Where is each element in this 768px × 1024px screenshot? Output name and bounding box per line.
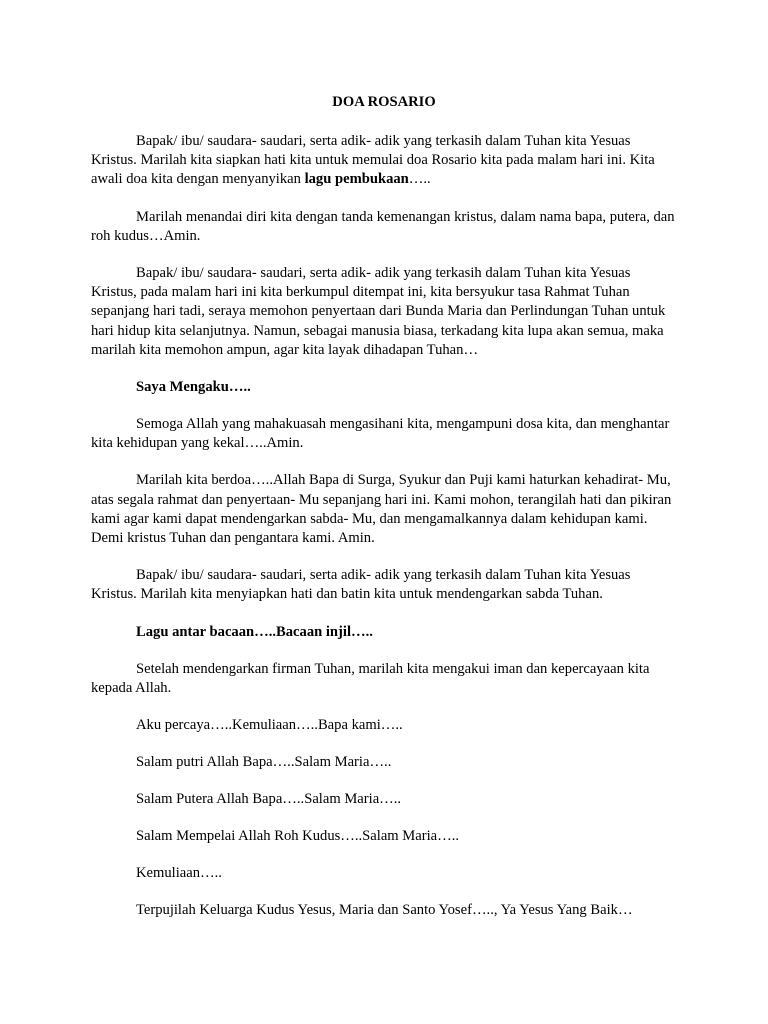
paragraph-aku-percaya: Aku percaya…..Kemuliaan…..Bapa kami….. <box>136 717 403 734</box>
paragraph-absolution: Semoga Allah yang mahakuasah mengasihani kita, mengampuni dosa kita, dan menghantar kita kehidupan yang kekal…..Amin. <box>91 416 670 452</box>
paragraph-terpujilah: Terpujilah Keluarga Kudus Yesus, Maria dan Santo Yosef….., Ya Yesus Yang Baik… <box>136 902 633 919</box>
paragraph-bold-text: lagu pembukaan <box>304 171 409 188</box>
paragraph-text: ….. <box>408 171 431 188</box>
heading-saya-mengaku: Saya Mengaku….. <box>136 379 251 396</box>
paragraph-salam-putera: Salam Putera Allah Bapa…..Salam Maria….. <box>136 791 402 808</box>
paragraph-text: Bapak/ ibu/ saudara- saudari, serta adik- adik yang terkasih dalam Tuhan kita Yesuas Kristus. Marilah kita siapkan hati kita untuk memulai doa Rosario kita pada malam hari ini. Kita awali doa kita dengan menyanyikan <box>91 133 655 188</box>
paragraph-penitence: Bapak/ ibu/ saudara- saudari, serta adik- adik yang terkasih dalam Tuhan kita Yesuas Kristus, pada malam hari ini kita berkumpul ditempat ini, kita bersyukur tasa Rahmat Tuhan sepanjang hari tadi, seraya memohon penyertaan dari Bunda Maria dan Perlindungan Tuhan untuk hari hidup kita selanjutnya. Namun, sebagai manusia biasa, terkadang kita lupa akan semua, maka marilah kita memohon ampun, agar kita layak dihadapan Tuhan… <box>91 265 666 358</box>
paragraph-word-preparation: Bapak/ ibu/ saudara- saudari, serta adik- adik yang terkasih dalam Tuhan kita Yesuas Kristus. Marilah kita menyiapkan hati dan batin kita untuk mendengarkan sabda Tuhan. <box>91 567 631 603</box>
document-page <box>91 92 677 938</box>
paragraph-sign-of-cross: Marilah menandai diri kita dengan tanda kemenangan kristus, dalam nama bapa, putera, dan roh kudus…Amin. <box>91 208 675 244</box>
document-title: DOA ROSARIO <box>332 94 436 110</box>
heading-lagu-antar-bacaan: Lagu antar bacaan…..Bacaan injil….. <box>136 623 373 640</box>
paragraph-opening-prayer: Marilah kita berdoa…..Allah Bapa di Surga, Syukur dan Puji kami haturkan kehadirat- Mu, atas segala rahmat dan penyertaan- Mu sepanjang hari ini. Kami mohon, terangilah hati dan pikiran kami agar kami dapat mendengarkan sabda- Mu, dan mengamalkannya dalam kehidupan kami. Demi kristus Tuhan dan pengantara kami. Amin. <box>91 472 672 547</box>
paragraph-opening <box>91 132 677 190</box>
paragraph-kemuliaan: Kemuliaan….. <box>136 865 222 882</box>
paragraph-profession-of-faith: Setelah mendengarkan firman Tuhan, marilah kita mengakui iman dan kepercayaan kita kepada Allah. <box>91 660 650 696</box>
paragraph-salam-mempelai: Salam Mempelai Allah Roh Kudus…..Salam Maria….. <box>136 828 460 845</box>
paragraph-salam-putri: Salam putri Allah Bapa…..Salam Maria….. <box>136 754 392 771</box>
